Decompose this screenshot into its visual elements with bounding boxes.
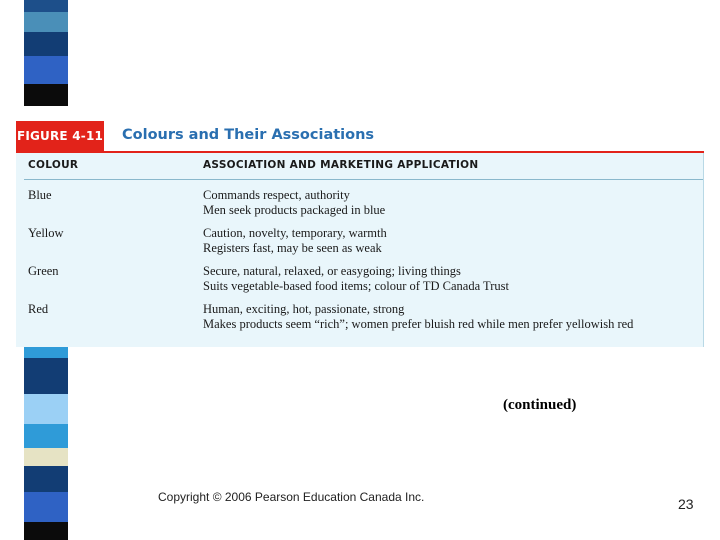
association-line: Human, exciting, hot, passionate, strong	[203, 302, 405, 316]
colour-association-table	[16, 153, 704, 347]
association-line: Men seek products packaged in blue	[203, 202, 386, 217]
association-line: Caution, novelty, temporary, warmth	[203, 226, 387, 240]
page-number: 23	[678, 496, 694, 512]
column-header-colour: COLOUR	[28, 159, 79, 171]
figure-label: FIGURE 4-11	[16, 121, 104, 151]
association-line: Suits vegetable-based food items; colour of TD Canada Trust	[203, 278, 509, 293]
figure-colour-associations	[16, 121, 704, 347]
table-header-row	[16, 159, 703, 177]
figure-header	[16, 121, 704, 151]
association-line: Secure, natural, relaxed, or easygoing; living things	[203, 264, 461, 278]
copyright-footer: Copyright © 2006 Pearson Education Canada Inc.	[158, 490, 425, 504]
column-header-association: ASSOCIATION AND MARKETING APPLICATION	[203, 159, 479, 171]
header-divider	[24, 179, 703, 180]
row-colour: Red	[28, 302, 49, 316]
association-line: Makes products seem “rich”; women prefer bluish red while men prefer yellowish red	[203, 316, 634, 331]
row-association	[203, 188, 683, 217]
figure-title: Colours and Their Associations	[122, 127, 375, 143]
row-association	[203, 226, 683, 255]
row-association	[203, 302, 683, 331]
row-association	[203, 264, 683, 293]
row-colour: Green	[28, 264, 59, 278]
association-line: Commands respect, authority	[203, 188, 350, 202]
row-colour: Blue	[28, 188, 52, 202]
row-colour: Yellow	[28, 226, 64, 240]
association-line: Registers fast, may be seen as weak	[203, 240, 382, 255]
continued-note: (continued)	[503, 397, 577, 413]
